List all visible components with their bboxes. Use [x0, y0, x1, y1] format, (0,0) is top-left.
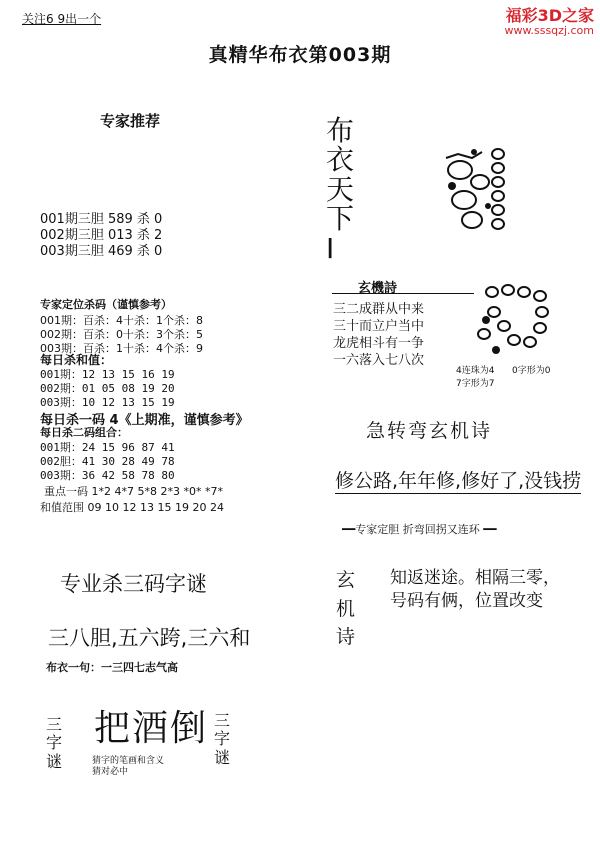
poem-divider	[332, 293, 474, 294]
sum-kill-heading: 每日杀和值：	[40, 353, 113, 367]
riddle-title: 专业杀三码字谜	[60, 572, 207, 596]
expert-row: 001期三胆 589 杀 0	[40, 212, 163, 227]
brand-name: 福彩3D之家	[505, 6, 594, 25]
poem-line: 三十而立户当中	[333, 318, 425, 333]
sum-range-line: 和值范围 09 10 12 13 15 19 20 24	[40, 501, 224, 514]
riddle-note: 猜字的笔画和含义猜对必中	[92, 756, 165, 777]
clue-line: 号码有俩，位置改变	[390, 591, 543, 611]
brand-url: www.sssqzj.com	[504, 24, 594, 37]
expert-row: 002期三胆 013 杀 2	[40, 228, 163, 243]
kill-pos-row: 003期：百杀：1十杀：4个杀：9	[40, 342, 203, 355]
buyi-line: 布衣一句：一三四七志气高	[46, 661, 178, 674]
riddle-big-chars: 把酒倒	[94, 708, 209, 749]
road-line: 修公路,年年修,修好了,没钱捞	[335, 466, 581, 494]
riddle-poem-heading: 急转弯玄机诗	[366, 420, 493, 442]
one-kill-heading: 每日杀一码 4《上期准，谨慎参考》	[40, 413, 249, 428]
two-kill-row: 002胆：41 30 28 49 78	[40, 455, 175, 468]
bead-sketch-top	[438, 140, 512, 240]
bead-sketch-bottom	[474, 282, 554, 360]
poem-line: 龙虎相斗有一争	[333, 335, 425, 350]
follow-note: 关注6 9出一个	[22, 12, 102, 26]
xuanji-vertical: 玄机诗	[336, 569, 356, 648]
expert-heading: 专家推荐	[100, 112, 161, 130]
kill-pos-row: 002期：百杀：0十杀：3个杀：5	[40, 328, 203, 341]
sum-kill-row: 002期：01 05 08 19 20	[40, 382, 175, 395]
riddle-side-left: 三字谜	[46, 715, 63, 771]
bead-caption: 7字形为7	[456, 379, 495, 389]
poem-line: 一六落入七八次	[333, 352, 425, 367]
kill-pos-heading: 专家定位杀码（谨慎参考）	[40, 298, 172, 311]
key-code-line: 重点一码 1*2 4*7 5*8 2*3 *0* *7*	[44, 485, 223, 498]
two-kill-row: 003期：36 42 58 78 80	[40, 469, 175, 482]
riddle-answer: 三八胆,五六跨,三六和	[48, 626, 251, 650]
buyi-vertical-title: 布衣天下I	[326, 114, 355, 265]
two-kill-heading: 每日杀二码组合：	[40, 426, 128, 439]
bead-caption: 0字形为0	[512, 366, 551, 376]
poem-title: 玄機詩	[358, 281, 398, 296]
page-title: 真精华布衣第003期	[208, 44, 392, 66]
two-kill-row: 001期：24 15 96 87 41	[40, 441, 175, 454]
brand-watermark	[505, 3, 594, 37]
expert-banner: ━━专家定胆 折弯回拐又连环 ━━	[342, 523, 497, 536]
bead-caption: 4连珠为4	[456, 366, 495, 376]
clue-line: 知返迷途。相隔三零，	[390, 568, 560, 588]
sum-kill-row: 003期：10 12 13 15 19	[40, 396, 175, 409]
sum-kill-row: 001期：12 13 15 16 19	[40, 368, 175, 381]
kill-pos-row: 001期：百杀：4十杀：1个杀：8	[40, 314, 203, 327]
expert-row: 003期三胆 469 杀 0	[40, 244, 163, 259]
riddle-side-right: 三字谜	[214, 711, 231, 767]
poem-line: 三二成群从中来	[333, 301, 425, 316]
